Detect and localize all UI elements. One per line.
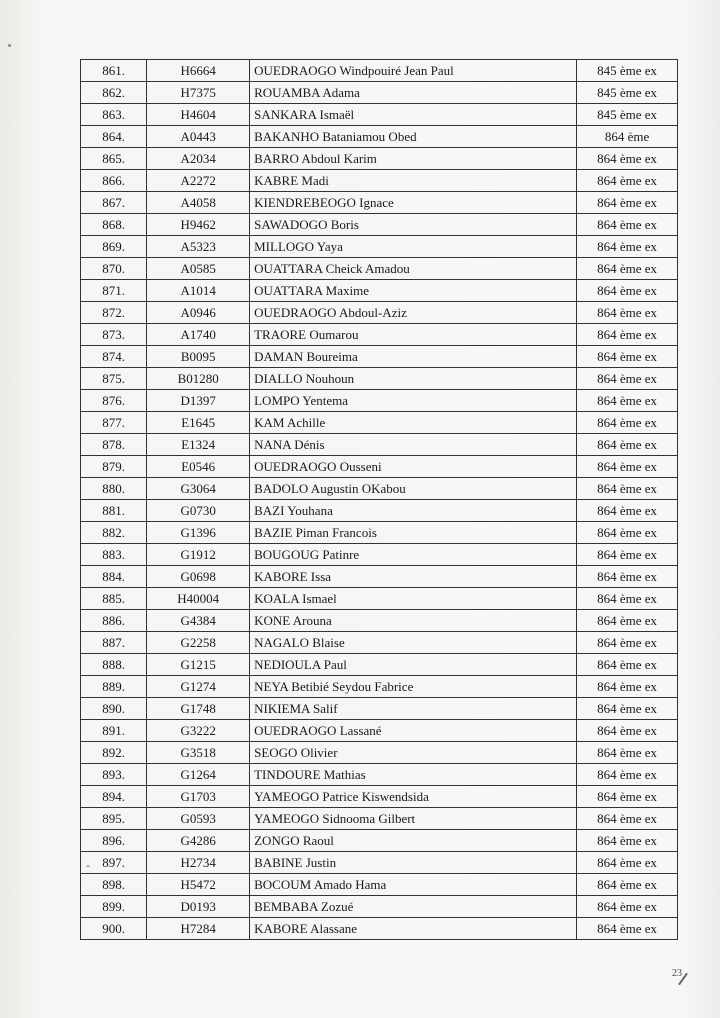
row-number-cell: 865. <box>81 148 147 170</box>
row-number-cell: 890. <box>81 698 147 720</box>
rank-cell: 864 ème ex <box>577 632 678 654</box>
matricule-cell: A1740 <box>147 324 250 346</box>
matricule-cell: G1274 <box>147 676 250 698</box>
name-cell: BOCOUM Amado Hama <box>250 874 577 896</box>
table-row <box>81 742 678 764</box>
row-number-cell: 878. <box>81 434 147 456</box>
row-number-cell: 871. <box>81 280 147 302</box>
matricule-cell: A0443 <box>147 126 250 148</box>
name-cell: OUEDRAOGO Lassané <box>250 720 577 742</box>
row-number-cell: 868. <box>81 214 147 236</box>
matricule-cell: G0593 <box>147 808 250 830</box>
name-cell: KABRE Madi <box>250 170 577 192</box>
matricule-cell: B01280 <box>147 368 250 390</box>
row-number-cell: 891. <box>81 720 147 742</box>
table-row <box>81 434 678 456</box>
matricule-cell: D0193 <box>147 896 250 918</box>
row-number-cell: 862. <box>81 82 147 104</box>
rank-cell: 864 ème ex <box>577 280 678 302</box>
row-number-cell: 892. <box>81 742 147 764</box>
name-cell: NANA Dénis <box>250 434 577 456</box>
scan-speck <box>8 44 11 47</box>
matricule-cell: G3222 <box>147 720 250 742</box>
matricule-cell: A1014 <box>147 280 250 302</box>
rank-cell: 864 ème ex <box>577 390 678 412</box>
name-cell: DAMAN Boureima <box>250 346 577 368</box>
rank-cell: 864 ème ex <box>577 214 678 236</box>
table-row <box>81 918 678 940</box>
matricule-cell: D1397 <box>147 390 250 412</box>
table-row <box>81 896 678 918</box>
row-number-cell: 863. <box>81 104 147 126</box>
row-number-cell: 886. <box>81 610 147 632</box>
rank-cell: 864 ème ex <box>577 478 678 500</box>
matricule-cell: G1703 <box>147 786 250 808</box>
table-row <box>81 522 678 544</box>
table-row <box>81 258 678 280</box>
matricule-cell: H9462 <box>147 214 250 236</box>
table-row <box>81 478 678 500</box>
table-row <box>81 456 678 478</box>
table-row <box>81 808 678 830</box>
row-number-cell: 893. <box>81 764 147 786</box>
table-row <box>81 148 678 170</box>
matricule-cell: B0095 <box>147 346 250 368</box>
rank-cell: 864 ème ex <box>577 720 678 742</box>
name-cell: OUATTARA Cheick Amadou <box>250 258 577 280</box>
rank-cell: 864 ème ex <box>577 434 678 456</box>
rank-cell: 864 ème ex <box>577 896 678 918</box>
name-cell: YAMEOGO Sidnooma Gilbert <box>250 808 577 830</box>
matricule-cell: G1396 <box>147 522 250 544</box>
margin-tick-mark: - <box>86 858 90 872</box>
rank-cell: 864 ème ex <box>577 874 678 896</box>
row-number-cell: 872. <box>81 302 147 324</box>
matricule-cell: A4058 <box>147 192 250 214</box>
rank-cell: 864 ème ex <box>577 258 678 280</box>
name-cell: NAGALO Blaise <box>250 632 577 654</box>
name-cell: BEMBABA Zozué <box>250 896 577 918</box>
row-number-cell: 873. <box>81 324 147 346</box>
row-number-cell: 866. <box>81 170 147 192</box>
rank-cell: 864 ème ex <box>577 566 678 588</box>
rank-cell: 864 ème ex <box>577 412 678 434</box>
rank-cell: 864 ème ex <box>577 698 678 720</box>
row-number-cell: 900. <box>81 918 147 940</box>
matricule-cell: A0946 <box>147 302 250 324</box>
name-cell: BOUGOUG Patinre <box>250 544 577 566</box>
matricule-cell: H4604 <box>147 104 250 126</box>
results-table <box>80 59 678 940</box>
matricule-cell: H2734 <box>147 852 250 874</box>
table-row <box>81 830 678 852</box>
row-number-cell: 874. <box>81 346 147 368</box>
rank-cell: 864 ème ex <box>577 610 678 632</box>
row-number-cell: 888. <box>81 654 147 676</box>
name-cell: OUEDRAOGO Ousseni <box>250 456 577 478</box>
row-number-cell: 875. <box>81 368 147 390</box>
row-number-cell: 861. <box>81 60 147 82</box>
row-number-cell: 887. <box>81 632 147 654</box>
rank-cell: 864 ème ex <box>577 148 678 170</box>
table-row <box>81 214 678 236</box>
table-row <box>81 368 678 390</box>
table-row <box>81 412 678 434</box>
name-cell: LOMPO Yentema <box>250 390 577 412</box>
row-number-cell: 885. <box>81 588 147 610</box>
table-row <box>81 60 678 82</box>
matricule-cell: G1912 <box>147 544 250 566</box>
row-number-cell: 899. <box>81 896 147 918</box>
rank-cell: 864 ème ex <box>577 302 678 324</box>
name-cell: BAZI Youhana <box>250 500 577 522</box>
table-row <box>81 302 678 324</box>
name-cell: DIALLO Nouhoun <box>250 368 577 390</box>
matricule-cell: G3064 <box>147 478 250 500</box>
name-cell: NEDIOULA Paul <box>250 654 577 676</box>
matricule-cell: G0698 <box>147 566 250 588</box>
matricule-cell: A5323 <box>147 236 250 258</box>
name-cell: KABORE Issa <box>250 566 577 588</box>
rank-cell: 864 ème ex <box>577 852 678 874</box>
rank-cell: 864 ème ex <box>577 588 678 610</box>
matricule-cell: A2034 <box>147 148 250 170</box>
name-cell: OUEDRAOGO Windpouiré Jean Paul <box>250 60 577 82</box>
matricule-cell: G1748 <box>147 698 250 720</box>
table-row <box>81 126 678 148</box>
rank-cell: 864 ème ex <box>577 742 678 764</box>
row-number-cell: 876. <box>81 390 147 412</box>
table-row <box>81 654 678 676</box>
row-number-cell: 882. <box>81 522 147 544</box>
rank-cell: 864 ème ex <box>577 522 678 544</box>
table-row <box>81 720 678 742</box>
row-number-cell: 884. <box>81 566 147 588</box>
name-cell: KAM Achille <box>250 412 577 434</box>
row-number-cell: 881. <box>81 500 147 522</box>
name-cell: OUEDRAOGO Abdoul-Aziz <box>250 302 577 324</box>
name-cell: OUATTARA Maxime <box>250 280 577 302</box>
row-number-cell: 869. <box>81 236 147 258</box>
row-number-cell: 889. <box>81 676 147 698</box>
name-cell: BAZIE Piman Francois <box>250 522 577 544</box>
page-number: 23 <box>672 968 682 979</box>
name-cell: SEOGO Olivier <box>250 742 577 764</box>
rank-cell: 864 ème ex <box>577 808 678 830</box>
rank-cell: 864 ème ex <box>577 368 678 390</box>
name-cell: BABINE Justin <box>250 852 577 874</box>
table-row <box>81 786 678 808</box>
name-cell: ROUAMBA Adama <box>250 82 577 104</box>
table-row <box>81 676 678 698</box>
name-cell: ZONGO Raoul <box>250 830 577 852</box>
table-row <box>81 632 678 654</box>
table-row <box>81 346 678 368</box>
table-row <box>81 324 678 346</box>
name-cell: TRAORE Oumarou <box>250 324 577 346</box>
row-number-cell: 898. <box>81 874 147 896</box>
matricule-cell: G0730 <box>147 500 250 522</box>
rank-cell: 864 ème ex <box>577 676 678 698</box>
name-cell: BADOLO Augustin OKabou <box>250 478 577 500</box>
row-number-cell: 895. <box>81 808 147 830</box>
name-cell: MILLOGO Yaya <box>250 236 577 258</box>
row-number-cell: 864. <box>81 126 147 148</box>
results-table-body <box>81 60 678 940</box>
row-number-cell: 870. <box>81 258 147 280</box>
rank-cell: 864 ème ex <box>577 830 678 852</box>
name-cell: KIENDREBEOGO Ignace <box>250 192 577 214</box>
row-number-cell: 894. <box>81 786 147 808</box>
table-row <box>81 588 678 610</box>
name-cell: SAWADOGO Boris <box>250 214 577 236</box>
table-row <box>81 874 678 896</box>
rank-cell: 864 ème ex <box>577 236 678 258</box>
rank-cell: 864 ème ex <box>577 170 678 192</box>
matricule-cell: G2258 <box>147 632 250 654</box>
table-row <box>81 566 678 588</box>
name-cell: TINDOURE Mathias <box>250 764 577 786</box>
rank-cell: 864 ème ex <box>577 456 678 478</box>
rank-cell: 864 ème ex <box>577 324 678 346</box>
row-number-cell: 867. <box>81 192 147 214</box>
matricule-cell: H7375 <box>147 82 250 104</box>
name-cell: KOALA Ismael <box>250 588 577 610</box>
table-row <box>81 236 678 258</box>
name-cell: NEYA Betibié Seydou Fabrice <box>250 676 577 698</box>
rank-cell: 864 ème ex <box>577 654 678 676</box>
name-cell: KONE Arouna <box>250 610 577 632</box>
matricule-cell: A2272 <box>147 170 250 192</box>
rank-cell: 864 ème ex <box>577 192 678 214</box>
rank-cell: 864 ème ex <box>577 786 678 808</box>
name-cell: YAMEOGO Patrice Kiswendsida <box>250 786 577 808</box>
table-row <box>81 192 678 214</box>
name-cell: SANKARA Ismaël <box>250 104 577 126</box>
matricule-cell: E1645 <box>147 412 250 434</box>
matricule-cell: G1215 <box>147 654 250 676</box>
table-row <box>81 544 678 566</box>
table-row <box>81 610 678 632</box>
name-cell: NIKIEMA Salif <box>250 698 577 720</box>
table-row <box>81 698 678 720</box>
matricule-cell: E1324 <box>147 434 250 456</box>
table-row <box>81 104 678 126</box>
rank-cell: 864 ème ex <box>577 346 678 368</box>
rank-cell: 864 ème ex <box>577 500 678 522</box>
rank-cell: 845 ème ex <box>577 82 678 104</box>
table-row <box>81 764 678 786</box>
matricule-cell: H5472 <box>147 874 250 896</box>
table-row <box>81 852 678 874</box>
name-cell: KABORE Alassane <box>250 918 577 940</box>
rank-cell: 845 ème ex <box>577 60 678 82</box>
row-number-cell: 879. <box>81 456 147 478</box>
matricule-cell: H7284 <box>147 918 250 940</box>
matricule-cell: H6664 <box>147 60 250 82</box>
matricule-cell: G4286 <box>147 830 250 852</box>
matricule-cell: E0546 <box>147 456 250 478</box>
name-cell: BARRO Abdoul Karim <box>250 148 577 170</box>
matricule-cell: G1264 <box>147 764 250 786</box>
matricule-cell: H40004 <box>147 588 250 610</box>
rank-cell: 864 ème ex <box>577 918 678 940</box>
row-number-cell: 883. <box>81 544 147 566</box>
rank-cell: 864 ème <box>577 126 678 148</box>
table-row <box>81 280 678 302</box>
row-number-cell: 880. <box>81 478 147 500</box>
table-row <box>81 390 678 412</box>
row-number-cell: 877. <box>81 412 147 434</box>
rank-cell: 864 ème ex <box>577 764 678 786</box>
rank-cell: 864 ème ex <box>577 544 678 566</box>
matricule-cell: G3518 <box>147 742 250 764</box>
rank-cell: 845 ème ex <box>577 104 678 126</box>
row-number-cell: 897. <box>81 852 147 874</box>
row-number-cell: 896. <box>81 830 147 852</box>
table-row <box>81 170 678 192</box>
matricule-cell: A0585 <box>147 258 250 280</box>
table-row <box>81 82 678 104</box>
name-cell: BAKANHO Bataniamou Obed <box>250 126 577 148</box>
table-row <box>81 500 678 522</box>
matricule-cell: G4384 <box>147 610 250 632</box>
